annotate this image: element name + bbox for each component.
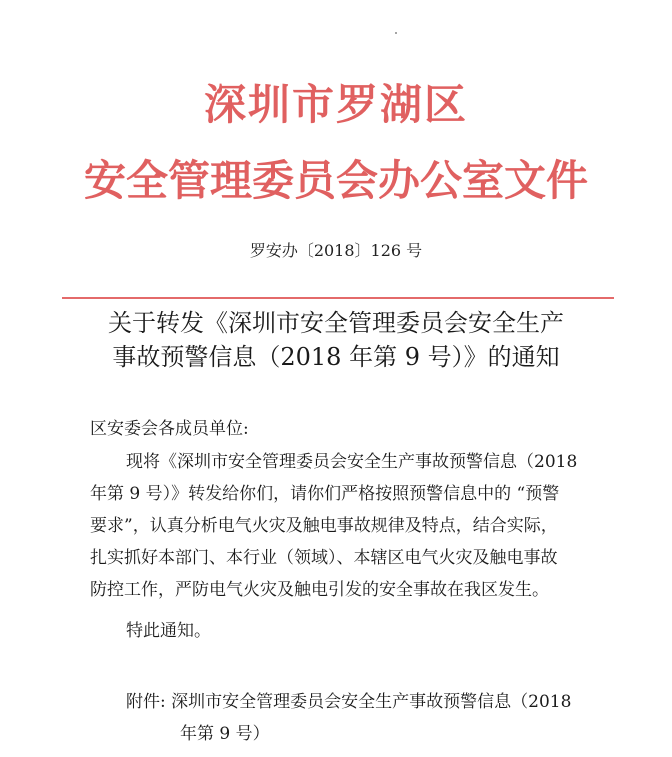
document-title bbox=[40, 306, 632, 374]
document-number: 罗安办〔2018〕126 号 bbox=[249, 241, 423, 260]
issuing-authority-line2: 安全管理委员会办公室文件 bbox=[83, 156, 588, 205]
paragraph-line: 防控工作，严防电气火灾及触电引发的安全事故在我区发生。 bbox=[90, 580, 549, 600]
attachment-line-1: 附件: 深圳市安全管理委员会安全生产事故预警信息（2018 bbox=[126, 692, 572, 712]
title-line-2: 事故预警信息（2018 年第 9 号）》的通知 bbox=[112, 343, 560, 371]
paragraph-line: 年第 9 号）》转发给你们，请你们严格按照预警信息中的 “预警 bbox=[90, 484, 560, 504]
scan-speck bbox=[395, 32, 397, 34]
paragraph-line: 现将《深圳市安全管理委员会安全生产事故预警信息（2018 bbox=[126, 452, 578, 472]
salutation: 区安委会各成员单位: bbox=[90, 419, 249, 439]
issuing-authority-line1: 深圳市罗湖区 bbox=[203, 80, 468, 129]
red-divider-line bbox=[62, 297, 614, 299]
attachment-line-2: 年第 9 号） bbox=[180, 724, 270, 744]
paragraph-line: 要求”，认真分析电气火灾及触电事故规律及特点，结合实际， bbox=[90, 516, 558, 536]
closing-phrase: 特此通知。 bbox=[126, 621, 211, 641]
paragraph-line: 扎实抓好本部门、本行业（领域）、本辖区电气火灾及触电事故 bbox=[90, 548, 558, 568]
title-line-1: 关于转发《深圳市安全管理委员会安全生产 bbox=[108, 309, 564, 337]
